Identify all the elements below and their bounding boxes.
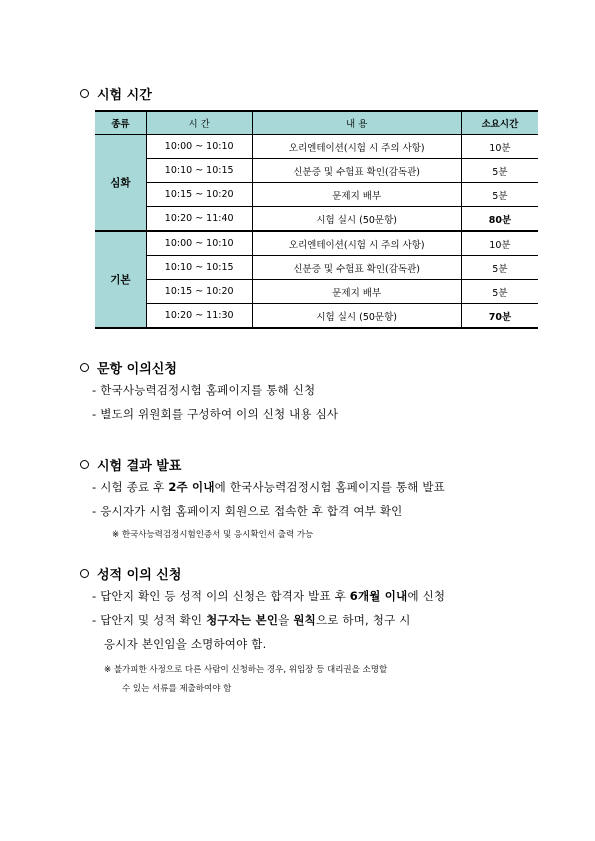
table-row xyxy=(95,304,538,329)
exam-schedule-table xyxy=(95,110,538,329)
section-title-score-check: 성적 이의 신청 xyxy=(80,564,181,583)
header-type: 종류 xyxy=(95,111,146,135)
results-line-2: - 응시자가 시험 홈페이지 회원으로 접속한 후 합격 여부 확인 xyxy=(92,504,403,518)
time-cell: 10:15 ~ 10:20 xyxy=(146,280,252,304)
time-cell: 10:15 ~ 10:20 xyxy=(146,183,252,207)
circle-bullet-icon xyxy=(80,460,89,469)
table-row xyxy=(95,207,538,232)
duration-cell: 10분 xyxy=(461,231,538,256)
score-note-2: 수 있는 서류를 제출하여야 함 xyxy=(122,684,232,694)
score-note-1: ※ 불가피한 사정으로 다른 사람이 신청하는 경우, 위임장 등 대리권을 소명할 xyxy=(104,665,388,675)
score-deadline-bold: 6개월 이내 xyxy=(349,589,408,603)
duration-cell: 5분 xyxy=(461,183,538,207)
score-line-1: - 답안지 확인 등 성적 이의 신청은 합격자 발표 후 6개월 이내에 신청 xyxy=(92,589,446,603)
circle-bullet-icon xyxy=(80,89,89,98)
content-cell: 신분증 및 수험표 확인(감독관) xyxy=(252,159,461,183)
time-cell: 10:00 ~ 10:10 xyxy=(146,135,252,159)
time-cell: 10:10 ~ 10:15 xyxy=(146,256,252,280)
score-principle-bold: 원칙 xyxy=(293,613,316,627)
content-cell: 시험 실시 (50문항) xyxy=(252,304,461,329)
time-cell: 10:20 ~ 11:30 xyxy=(146,304,252,329)
score-line-2: - 답안지 및 성적 확인 청구자는 본인을 원칙으로 하며, 청구 시 xyxy=(92,613,411,627)
time-cell: 10:00 ~ 10:10 xyxy=(146,231,252,256)
circle-bullet-icon xyxy=(80,363,89,372)
content-cell: 신분증 및 수험표 확인(감독관) xyxy=(252,256,461,280)
table-row xyxy=(95,280,538,304)
content-cell: 문제지 배부 xyxy=(252,183,461,207)
time-cell: 10:20 ~ 11:40 xyxy=(146,207,252,232)
duration-cell: 10분 xyxy=(461,135,538,159)
table-row xyxy=(95,159,538,183)
objection-line-1: - 한국사능력검정시험 홈페이지를 통해 신청 xyxy=(92,383,316,397)
duration-cell: 5분 xyxy=(461,280,538,304)
header-time: 시 간 xyxy=(146,111,252,135)
duration-cell: 5분 xyxy=(461,256,538,280)
group-label-advanced: 심화 xyxy=(95,135,146,232)
circle-bullet-icon xyxy=(80,569,89,578)
table-row xyxy=(95,135,538,159)
duration-cell: 5분 xyxy=(461,159,538,183)
results-line-1: - 시험 종료 후 2주 이내에 한국사능력검정시험 홈페이지를 통해 발표 xyxy=(92,480,445,494)
objection-line-2: - 별도의 위원회를 구성하여 이의 신청 내용 심사 xyxy=(92,407,339,421)
time-cell: 10:10 ~ 10:15 xyxy=(146,159,252,183)
section-title-results: 시험 결과 발표 xyxy=(80,455,181,474)
table-row xyxy=(95,256,538,280)
duration-cell-total: 70분 xyxy=(461,304,538,329)
score-requester-bold: 청구자는 본인 xyxy=(206,613,279,627)
table-row xyxy=(95,231,538,256)
section-title-objection: 문항 이의신청 xyxy=(80,358,177,377)
results-deadline-bold: 2주 이내 xyxy=(168,480,215,494)
group-label-basic: 기본 xyxy=(95,231,146,328)
duration-cell-total: 80분 xyxy=(461,207,538,232)
content-cell: 시험 실시 (50문항) xyxy=(252,207,461,232)
content-cell: 오리엔테이션(시험 시 주의 사항) xyxy=(252,135,461,159)
section-title-exam-time: 시험 시간 xyxy=(80,84,152,103)
score-line-3: 응시자 본인임을 소명하여야 함. xyxy=(104,637,267,651)
table-header-row xyxy=(95,111,538,135)
results-note: ※ 한국사능력검정시험인증서 및 응시확인서 출력 가능 xyxy=(112,530,314,540)
header-content: 내 용 xyxy=(252,111,461,135)
content-cell: 문제지 배부 xyxy=(252,280,461,304)
table-row xyxy=(95,183,538,207)
content-cell: 오리엔테이션(시험 시 주의 사항) xyxy=(252,231,461,256)
header-duration: 소요시간 xyxy=(461,111,538,135)
